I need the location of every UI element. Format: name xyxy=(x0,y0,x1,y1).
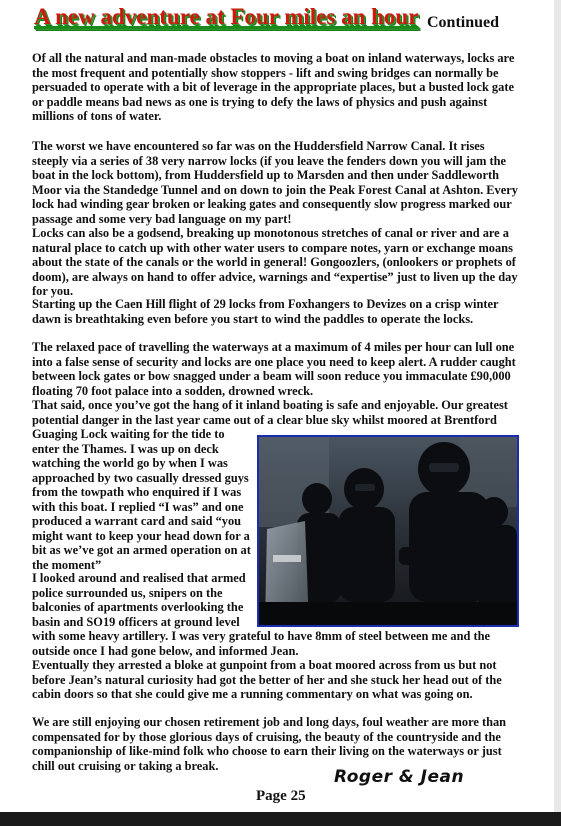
paragraph-retirement: We are still enjoying our chosen retirement job and long days, foul weather are more than compensated for by those glorious days of cruising, the beauty of the countryside and the companionship of like-mind folk who choose to earn their living on the waterways or just chill out cruising or taking a break. xyxy=(32,715,507,773)
continued-label: Continued xyxy=(427,14,500,31)
paragraph-armed-police: I looked around and realised that armed police surrounded us, snipers on the balconies of apartments overlooking the basin and SO19 officers at ground level xyxy=(32,571,246,629)
paragraph-relaxed-pace: The relaxed pace of travelling the waterways at a maximum of 4 miles per hour can lull one into a false sense of security and locks are one place you need to keep alert. A rudder caught between lock gates or bow snagged under a beam will soon reduce you immaculate £90,000 floating 70 foot palace into a sodden, drowned wreck. xyxy=(32,340,516,398)
paragraph-heavy-artillery: with some heavy artillery. I was very grateful to have 8mm of steel between me and the outside once I had gone below, and informed Jean. xyxy=(32,629,491,658)
paragraph-godsend: Locks can also be a godsend, breaking up monotonous stretches of canal or river and are a natural place to catch up with other water users to compare notes, yarn or exchange moans about the state of the canals or the world in general! Gongoozlers, (onlookers or prophets of doom), are always on hand to offer advice, warnings and “expertise” just to liven up the day for you. xyxy=(32,226,518,299)
armed-police-photo xyxy=(257,435,519,627)
article-title: A new adventure at Four miles an hour xyxy=(34,4,419,29)
bottom-bar xyxy=(0,812,561,826)
paragraph-guaging-lock: Guaging Lock waiting for the tide to enter the Thames. I was up on deck watching the world go by when I was approached by two casually dressed guys from the towpath who enquired if I was with this boat. I replied “I was” and one produced a warrant card and said “you might want to keep your head down for a bit as we’ve got an armed operation on at the moment” xyxy=(32,427,251,572)
paragraph-arrest: Eventually they arrested a bloke at gunpoint from a boat moored across from us but not before Jean’s natural curiosity had got the better of her and she stuck her head out of the cabin doors so that she could give me a running commentary on what was going on. xyxy=(32,658,502,702)
paragraph-locks-intro: Of all the natural and man-made obstacles to moving a boat on inland waterways, locks are the most frequent and potentially show stoppers - lift and swing bridges can normally be persuaded to operate with a bit of leverage in the appropriate places, but a busted lock gate or paddle means bad news as one is trying to defy the laws of physics and push against millions of tons of water. xyxy=(32,51,515,124)
paragraph-caen-hill: Starting up the Caen Hill flight of 29 locks from Foxhangers to Devizes on a crisp winter dawn is breathtaking even before you start to wind the paddles to operate the locks. xyxy=(32,297,499,326)
author-signature: Roger & Jean xyxy=(334,767,465,787)
paragraph-huddersfield: The worst we have encountered so far was on the Huddersfield Narrow Canal. It rises steeply via a series of 38 very narrow locks (if you leave the fenders down you will jam the boat in the lock bottom), from Huddersfield up to Marsden and then under Saddleworth Moor via the Standedge Tunnel and on down to join the Peak Forest Canal at Ashton. Every lock had winding gear broken or leaking gates and consequently slow progress marked our passage and some very bad language on my part! xyxy=(32,139,518,226)
paragraph-that-said: That said, once you’ve got the hang of it inland boating is safe and enjoyable. Our greatest potential danger in the last year came out of a clear blue sky whilst moored at Brentford xyxy=(32,398,508,427)
page-number: Page 25 xyxy=(256,788,306,804)
page-edge xyxy=(554,0,561,812)
armed-police-illustration xyxy=(259,437,517,625)
